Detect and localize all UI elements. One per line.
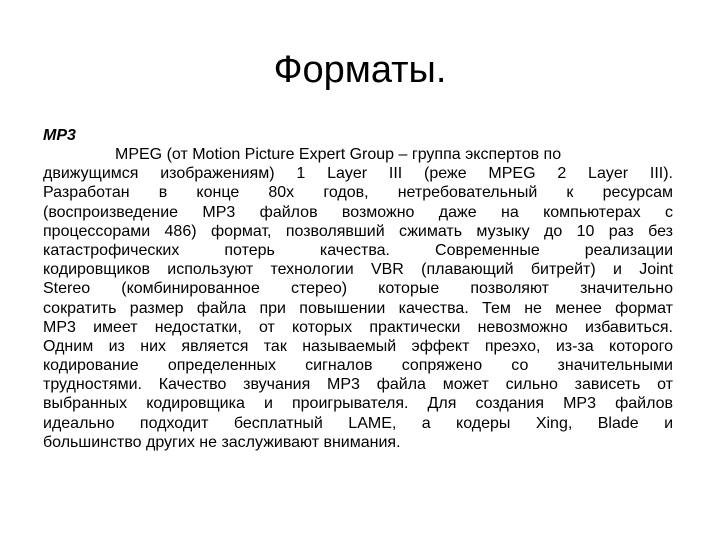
paragraph-line: идеально подходит бесплатный LAME, а кодеры Xing, Blade и (43, 414, 673, 432)
paragraph-line: выбранных кодировщика и проигрывателя. Для создания MP3 файлов (43, 395, 673, 413)
paragraph-line: MP3 имеет недостатки, от которых практически невозможно избавиться. (43, 318, 673, 336)
paragraph-line: большинство других не заслуживают внимания. (43, 433, 401, 451)
paragraph-line: (воспроизведение MP3 файлов возможно даже на компьютерах с (43, 203, 673, 221)
slide-title: Форматы. (273, 49, 447, 91)
paragraph-line: катастрофических потерь качества. Современные реализации (43, 241, 673, 259)
paragraph-line: Одним из них является так называемый эффект преэхо, из-за которого (43, 337, 673, 355)
paragraph-line: MPEG (от Motion Picture Expert Group – группа экспертов по (115, 146, 562, 163)
section-heading-mp3: MP3 (43, 127, 76, 144)
slide-body (43, 126, 673, 452)
paragraph-line: Разработан в конце 80х годов, нетребовательный к ресурсам (43, 184, 673, 202)
paragraph-line: трудностями. Качество звучания MP3 файла может сильно зависеть от (43, 376, 673, 394)
paragraph-line: сократить размер файла при повышении качества. Тем не менее формат (43, 299, 673, 317)
paragraph-line: кодирование определенных сигналов сопряжено со значительными (43, 357, 673, 375)
paragraph-line: кодировщиков используют технологии VBR (плавающий битрейт) и Joint (43, 261, 673, 279)
paragraph-line: движущимся изображениям) 1 Layer III (реже MPEG 2 Layer III). (43, 165, 673, 183)
paragraph-line: Stereo (комбинированное стерео) которые позволяют значительно (43, 280, 673, 298)
paragraph-line: процессорами 486) формат, позволявший сжимать музыку до 10 раз без (43, 222, 673, 240)
body-paragraph (43, 145, 673, 452)
